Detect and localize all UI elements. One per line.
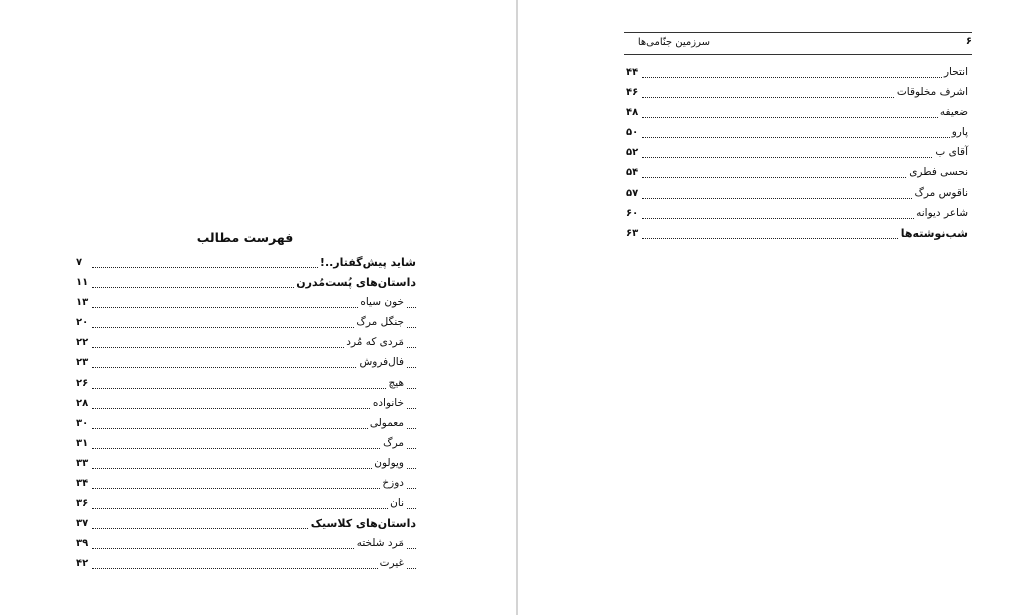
toc-entry-label: انتحار (943, 66, 968, 78)
dot-leader (92, 388, 416, 389)
toc-entry-label: پارو (951, 126, 968, 139)
toc-list (76, 254, 418, 576)
toc-entry-page-number: ۳۷ (76, 518, 89, 530)
toc-entry (76, 515, 418, 535)
toc-entry (626, 205, 970, 225)
running-head-page-number: ۶ (965, 36, 972, 47)
toc-entry-page-number: ۴۲ (76, 558, 89, 570)
toc-entry (626, 124, 970, 144)
toc-entry (76, 455, 418, 475)
toc-entry-page-number: ۷ (76, 257, 83, 268)
toc-entry (76, 475, 418, 495)
toc-entry-label: غیرت (379, 557, 404, 570)
toc-entry-label: جنگل مرگ (356, 316, 404, 329)
toc-entry (76, 354, 418, 374)
toc-entry-page-number: ۵۰ (626, 127, 639, 139)
dot-leader (92, 448, 416, 449)
toc-entry (76, 435, 418, 455)
toc-entry-page-number: ۲۲ (76, 337, 89, 349)
toc-entry-label: آقای ب (935, 146, 968, 159)
toc-entry (76, 294, 418, 314)
toc-entry-page-number: ۵۲ (626, 147, 639, 159)
toc-entry-label: خانواده (372, 396, 404, 409)
right-page (518, 0, 1035, 615)
toc-entry-page-number: ۱۳ (76, 297, 89, 309)
toc-entry-label: داستان‌های پُست‌مُدرن (296, 276, 416, 290)
toc-entry-page-number: ۴۶ (626, 87, 639, 99)
toc-entry-page-number: ۳۳ (76, 457, 89, 469)
toc-entry-label: فال‌فروش (359, 356, 404, 369)
toc-entry (76, 274, 418, 294)
toc-entry-label: ناقوس مرگ (914, 186, 968, 199)
toc-entry-page-number: ۲۳ (76, 357, 89, 369)
toc-entry-label: شاید پیش‌گفتار..! (319, 256, 416, 269)
toc-entry-label: مَرد شلخته (356, 537, 404, 550)
toc-entry (76, 395, 418, 415)
toc-entry-label: داستان‌های کلاسیک (310, 517, 416, 531)
dot-leader (92, 508, 416, 509)
toc-entry (626, 185, 970, 205)
toc-entry-label: نحسی فطری (909, 166, 968, 179)
toc-entry (626, 104, 970, 124)
toc-entry (76, 535, 418, 555)
left-page (0, 0, 516, 615)
dot-leader (642, 77, 968, 78)
toc-entry-label: مرگ (383, 436, 404, 449)
running-head-title: سرزمین جنّامی‌ها (637, 37, 710, 48)
toc-entry (626, 64, 970, 84)
toc-entry-page-number: ۴۴ (626, 67, 639, 78)
toc-entry-label: دوزخ (382, 477, 404, 490)
toc-entry (76, 555, 418, 575)
toc-entry-label: ضعیفه (939, 106, 968, 119)
dot-leader (642, 157, 968, 158)
toc-entry-page-number: ۱۱ (76, 277, 89, 289)
toc-entry (626, 84, 970, 104)
dot-leader (92, 408, 416, 409)
toc-entry (76, 495, 418, 515)
toc-entry-page-number: ۳۰ (76, 417, 89, 429)
toc-entry-page-number: ۲۸ (76, 397, 89, 409)
toc-entry-label: مَردی که مُرد (346, 336, 404, 349)
toc-entry-page-number: ۳۶ (76, 498, 89, 510)
toc-entry-page-number: ۶۰ (626, 207, 639, 219)
dot-leader (642, 117, 968, 118)
dot-leader (92, 468, 416, 469)
toc-entry-page-number: ۳۴ (76, 478, 89, 490)
toc-title: فهرست مطالب (196, 230, 294, 245)
toc-entry-label: خون سیاه (360, 296, 404, 309)
toc-entry-label: هیچ (388, 376, 404, 389)
toc-entry (76, 375, 418, 395)
toc-entry-label: اشرف مخلوقات (896, 86, 968, 99)
toc-entry-page-number: ۵۷ (626, 187, 639, 199)
dot-leader (92, 568, 416, 569)
running-head (624, 32, 972, 55)
toc-entry-label: شب‌نوشته‌ها (900, 226, 968, 240)
dot-leader (642, 137, 968, 138)
toc-entry-page-number: ۲۶ (76, 377, 89, 389)
toc-entry-page-number: ۵۴ (626, 167, 639, 179)
toc-entry-label: معمولی (369, 416, 404, 429)
toc-entry (76, 254, 418, 274)
toc-entry-page-number: ۳۹ (76, 538, 89, 550)
toc-entry-page-number: ۳۱ (76, 437, 89, 449)
toc-entry (626, 225, 970, 245)
toc-entry-label: ویولون (374, 456, 404, 469)
toc-entry (626, 144, 970, 164)
toc-entry-label: نان (390, 497, 404, 510)
toc-entry-label: شاعر دیوانه (916, 206, 968, 219)
toc-entry (76, 334, 418, 354)
toc-entry (76, 314, 418, 334)
toc-list-continued (626, 64, 970, 245)
toc-entry (76, 415, 418, 435)
toc-entry-page-number: ۶۳ (626, 227, 639, 239)
toc-entry-page-number: ۴۸ (626, 107, 639, 119)
dot-leader (92, 488, 416, 489)
toc-entry-page-number: ۲۰ (76, 317, 89, 329)
toc-entry (626, 164, 970, 184)
